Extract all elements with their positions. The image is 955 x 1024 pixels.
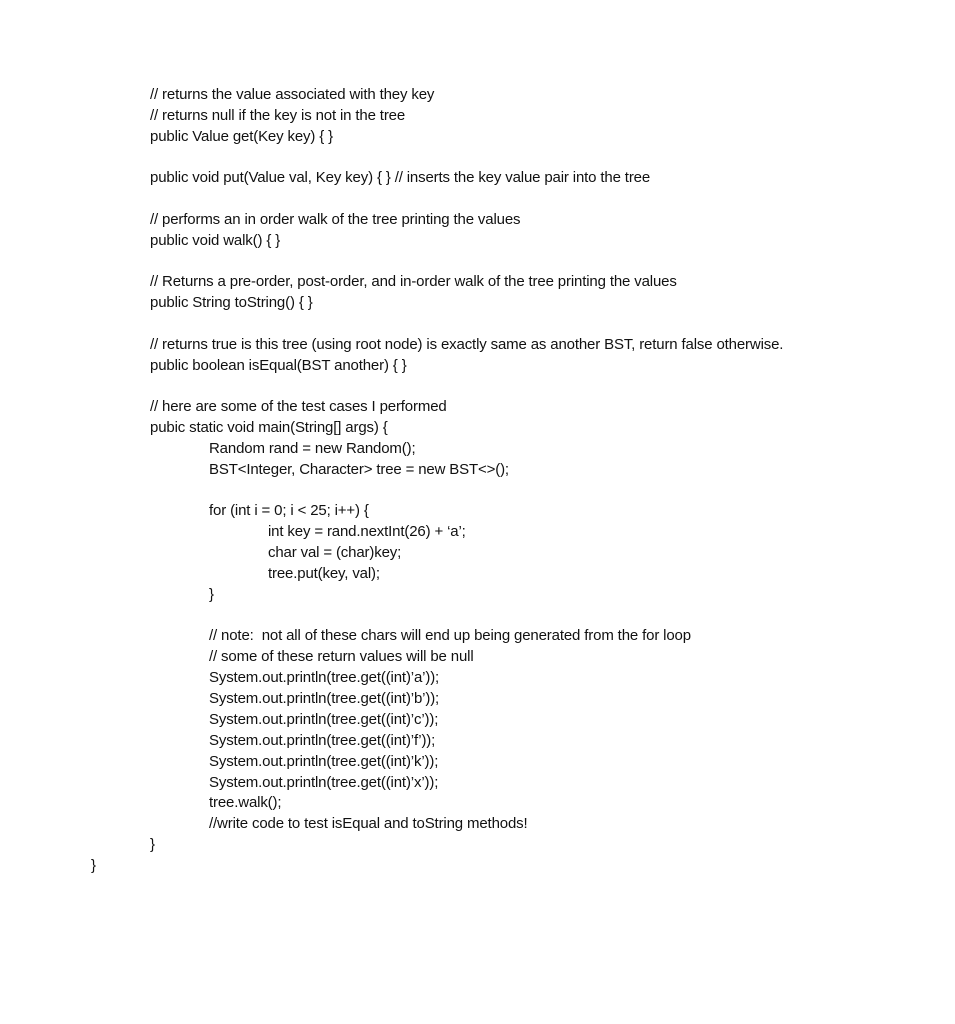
code-for-loop: for (int i = 0; i < 25; i++) { xyxy=(209,502,369,519)
code-for-close: } xyxy=(209,586,214,603)
code-class-close: } xyxy=(91,857,96,874)
code-println-f: System.out.println(tree.get((int)’f’)); xyxy=(209,732,436,749)
comment-write-code: //write code to test isEqual and toString methods! xyxy=(209,815,528,832)
comment-tostring: // Returns a pre-order, post-order, and in-order walk of the tree printing the values xyxy=(150,273,677,290)
code-new-tree: BST<Integer, Character> tree = new BST<>(); xyxy=(209,461,509,478)
code-println-k: System.out.println(tree.get((int)’k’)); xyxy=(209,753,439,770)
method-tostring: public String toString() { } xyxy=(150,294,313,311)
code-println-c: System.out.println(tree.get((int)’c’)); xyxy=(209,711,439,728)
comment-get-null: // returns null if the key is not in the tree xyxy=(150,107,406,124)
method-walk: public void walk() { } xyxy=(150,232,281,249)
code-println-b: System.out.println(tree.get((int)’b’)); xyxy=(209,690,440,707)
method-main: pubic static void main(String[] args) { xyxy=(150,419,388,436)
code-val: char val = (char)key; xyxy=(268,544,402,561)
comment-isequal: // returns true is this tree (using root node) is exactly same as another BST, return false otherwise. xyxy=(150,336,784,353)
method-isequal: public boolean isEqual(BST another) { } xyxy=(150,357,407,374)
method-get: public Value get(Key key) { } xyxy=(150,128,333,145)
code-main-close: } xyxy=(150,836,155,853)
comment-get-value: // returns the value associated with they key xyxy=(150,86,435,103)
code-println-x: System.out.println(tree.get((int)’x’)); xyxy=(209,774,439,791)
code-key: int key = rand.nextInt(26) + ‘a’; xyxy=(268,523,466,540)
code-random: Random rand = new Random(); xyxy=(209,440,416,457)
code-walk-call: tree.walk(); xyxy=(209,794,282,811)
comment-null-values: // some of these return values will be null xyxy=(209,648,474,665)
code-put: tree.put(key, val); xyxy=(268,565,380,582)
comment-note: // note: not all of these chars will end up being generated from the for loop xyxy=(209,627,691,644)
code-println-a: System.out.println(tree.get((int)’a’)); xyxy=(209,669,440,686)
comment-test-cases: // here are some of the test cases I performed xyxy=(150,398,447,415)
method-put: public void put(Value val, Key key) { } // inserts the key value pair into the tree xyxy=(150,169,651,186)
comment-walk: // performs an in order walk of the tree printing the values xyxy=(150,211,521,228)
